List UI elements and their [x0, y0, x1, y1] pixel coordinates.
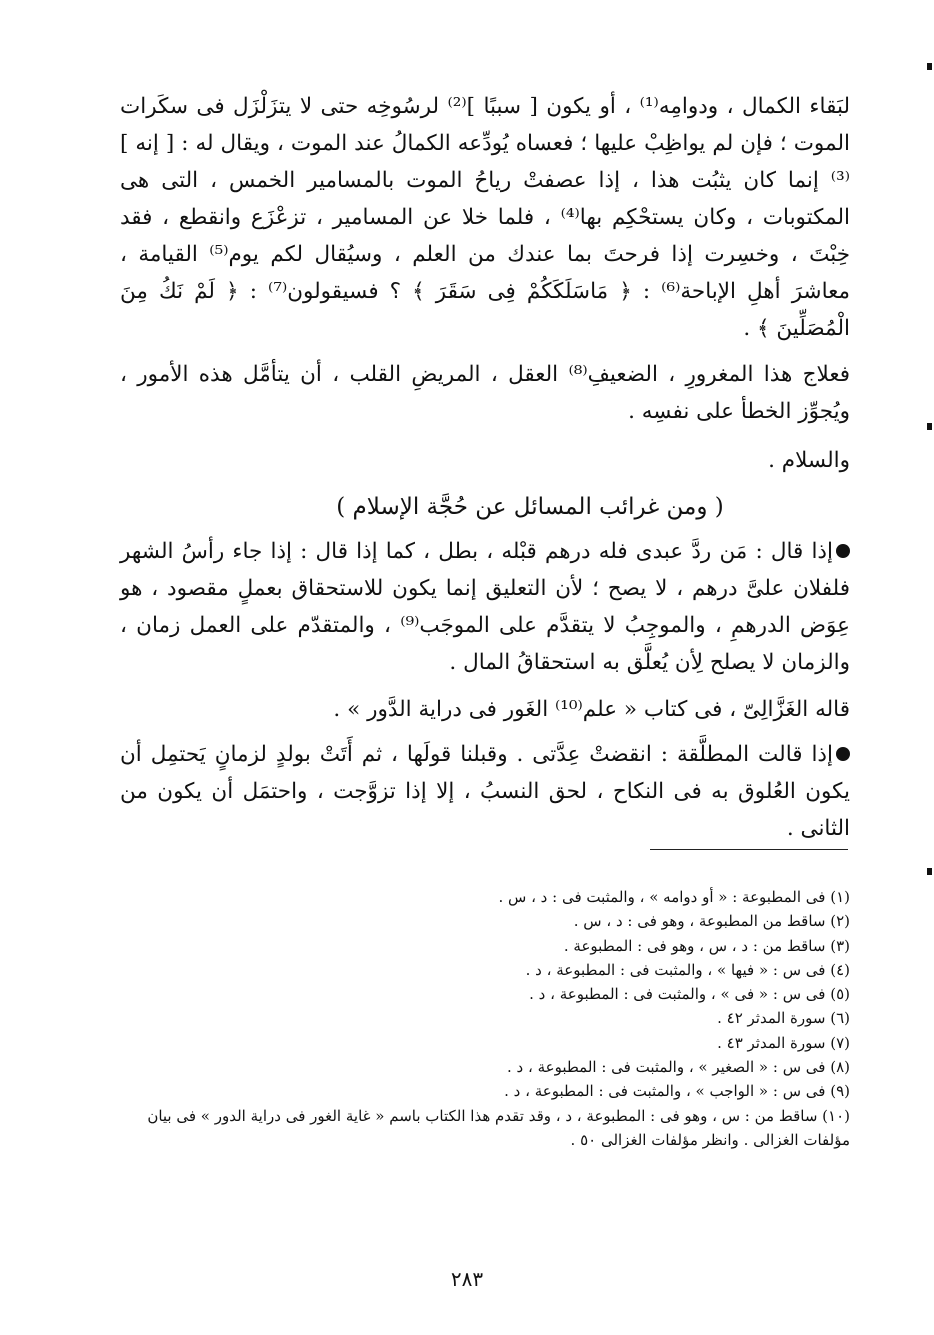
- footnote-5: (٥) فى س : « فى » ، والمثبت فى : المطبوعة ، د .: [529, 985, 850, 1004]
- page-number: ٢٨٣: [450, 1267, 484, 1291]
- margin-mark: [927, 868, 932, 875]
- section-heading: ( ومن غرائب المسائل عن حُجَّة الإسلام ): [336, 494, 724, 520]
- footnote-separator: [650, 849, 848, 850]
- paragraph-3: والسلام .: [768, 448, 850, 473]
- footnote-4: (٤) فى س : « فيها » ، والمثبت فى : المطبوعة ، د .: [525, 960, 850, 979]
- paragraph-5: قاله الغَزَّالِىّ ، فى كتاب « علم⁽¹⁰⁾ الغَور فى دراية الدَّور » .: [333, 697, 850, 722]
- footnote-1: (١) فى المطبوعة : « أو دوامه » ، والمثبت فى : د ، س .: [498, 888, 850, 906]
- footnote-2: (٢) ساقط من المطبوعة ، وهو فى : د ، س .: [573, 912, 850, 931]
- margin-mark: [927, 63, 932, 70]
- paragraph-6-text: إذا قالت المطلَّقة : انقضتْ عِدَّتى . وقبلنا قولَها ، ثم أَتَتْ بولدٍ لزمانٍ يَحتمِل أن يكون العُلوق به فى النكاح ، لحق النسبُ ، إلا إذا تزوَّجت ، واحتمَل أن يكون من الثانى .: [120, 742, 850, 841]
- paragraph-6: [120, 736, 850, 847]
- paragraph-4-text: إذا قال : مَن ردَّ عبدى فله درهم قبْله ، بطل ، كما إذا قال : إذا جاء رأسُ الشهر فلفلان علىَّ درهم ، لا يصح ؛ لأن التعليق إنما يكون للاستحقاق بعملٍ مقصود ، هو عِوَض الدرهمِ ، والموجِبُ لا يتقدَّم على الموجَب⁽⁹⁾ ، والمتقدّم على العمل زمان ، والزمان لا يصلح لِأن يُعلَّق به استحقاقُ المال .: [120, 539, 850, 675]
- bullet-icon: [836, 747, 850, 761]
- footnotes: [130, 885, 850, 1152]
- footnote-8: (٨) فى س : « الصغير » ، والمثبت فى : المطبوعة ، د .: [507, 1058, 850, 1077]
- footnote-10: (١٠) ساقط من : س ، وهو فى : المطبوعة ، د ، وقد تقدم هذا الكتاب باسم « غاية الغور فى دراية الدور » فى بيان مؤلفات الغزالى . وانظر مؤلفات الغزالى ٥٠ .: [147, 1106, 850, 1149]
- bullet-icon: [836, 544, 850, 558]
- paragraph-4: [120, 533, 850, 681]
- paragraph-2: فعلاج هذا المغرورِ ، الضعيفِ⁽⁸⁾ العقل ، المريضِ القلب ، أن يتأمَّل هذه الأمور ، ويُجوِّز الخطأ على نفسِه .: [120, 362, 851, 424]
- paragraph-1: لبَقاء الكمال ، ودوامِه⁽¹⁾ ، أو يكون [ سببًا ]⁽²⁾ لرسُوخِه حتى لا يتزَلْزَل فى سكَرات الموت ؛ فإن لم يواظِبْ عليها ؛ فعساه يُودِّعه الكمالُ عند الموت ، ويقال له : [ إنه ]⁽³⁾ إنما كان يثبُت هذا ، إذا عصفتْ رياحُ الموت بالمسامير الخمس ، التى هى المكتوبات ، وكان يستحْكِم بها⁽⁴⁾ ، فلما خلا عن المسامير ، تزعْزَع وانقطع ، فقد خِبْتَ ، وخسِرت إذا فرحتَ بما عندك من العلم ، وسيُقال لكم يوم⁽⁵⁾ القيامة ، معاشرَ أهلِ الإباحة⁽⁶⁾ : ﴿ مَاسَلَكَكُمْ فِى سَقَرَ ﴾ ؟ فسيقولون⁽⁷⁾ : ﴿ لَمْ نَكُ مِنَ الْمُصَلِّينَ ﴾ .: [120, 94, 850, 341]
- footnote-7: (٧) سورة المدثر ٤٣ .: [717, 1033, 850, 1052]
- main-text: [120, 88, 850, 847]
- footnote-9: (٩) فى س : « الواجب » ، والمثبت فى : المطبوعة ، د .: [504, 1082, 850, 1101]
- footnote-6: (٦) سورة المدثر ٤٢ .: [717, 1009, 850, 1028]
- margin-mark: [927, 423, 932, 430]
- footnote-3: (٣) ساقط من : د ، س ، وهو فى : المطبوعة .: [563, 936, 850, 955]
